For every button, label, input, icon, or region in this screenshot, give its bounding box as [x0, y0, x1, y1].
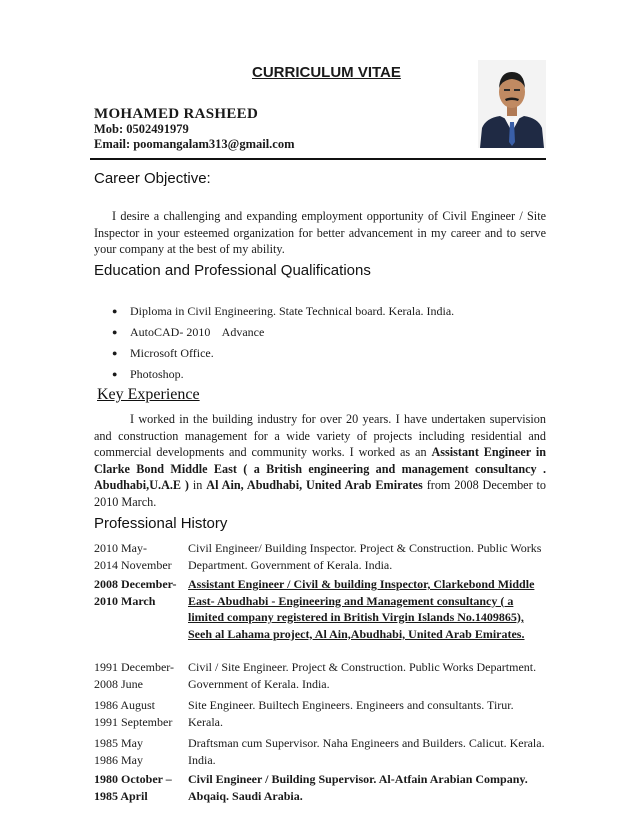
history-description: Site Engineer. Builtech Engineers. Engineers and consultants. Tirur. Kerala. [188, 698, 514, 729]
history-date: 1980 October – 1985 April [94, 772, 172, 803]
education-item: ● Photoshop. [112, 366, 454, 387]
history-row [94, 697, 546, 730]
career-objective-text: I desire a challenging and expanding employment opportunity of Civil Engineer / Site Inspector in your esteemed organization for better advancement in my career and to serve your company at the best of my ability. [94, 209, 546, 256]
history-date: 1991 December- 2008 June [94, 660, 175, 691]
bullet-icon: ● [112, 306, 118, 316]
header-divider [90, 158, 546, 160]
education-item: ● AutoCAD- 2010 Advance [112, 324, 454, 345]
history-row [94, 576, 546, 642]
key-experience-text: I worked in the building industry for over 20 years. I have undertaken supervision and construction management for a wide variety of projects including residential and commercial developments and community works. I worked as an Assistant Engineer in Clarke Bond Middle East ( a British engineering and management consultancy . Abudhabi,U.A.E ) in Al Ain, Abudhabi, United Arab Emirates from 2008 December to 2010 March. [94, 412, 546, 509]
education-item: ● Diploma in Civil Engineering. State Technical board. Kerala. India. [112, 303, 454, 324]
email-address: Email: poomangalam313@gmail.com [94, 137, 295, 151]
history-row [94, 735, 546, 768]
history-date: 2010 May- 2014 November [94, 541, 172, 572]
document-title: CURRICULUM VITAE [252, 64, 401, 81]
history-description: Civil Engineer/ Building Inspector. Project & Construction. Public Works Department. Government of Kerala. India. [188, 541, 542, 572]
history-date: 1986 August 1991 September [94, 698, 173, 729]
history-date: 1985 May 1986 May [94, 736, 143, 767]
mobile-number: Mob: 0502491979 [94, 122, 189, 136]
candidate-name: MOHAMED RASHEED [94, 106, 259, 122]
history-row [94, 540, 546, 573]
history-description: Civil / Site Engineer. Project & Construction. Public Works Department. Government of Kerala. India. [188, 660, 537, 691]
history-date: 2008 December- 2010 March [94, 577, 177, 608]
history-description: Assistant Engineer / Civil & building Inspector, Clarkebond Middle East- Abudhabi - Engineering and Management consultancy ( a limited company registered in British Virgin Islands No.1409865), Seeh al Lahama project, Al Ain,Abudhabi, United Arab Emirates. [188, 577, 535, 641]
profile-photo [478, 60, 546, 148]
career-objective-heading: Career Objective: [94, 170, 211, 187]
education-heading: Education and Professional Qualifications [94, 262, 371, 279]
professional-history-heading: Professional History [94, 515, 228, 532]
bullet-icon: ● [112, 348, 118, 358]
history-row [94, 771, 546, 804]
education-item: ● Microsoft Office. [112, 345, 454, 366]
history-row [94, 659, 546, 692]
education-list [112, 303, 454, 387]
bullet-icon: ● [112, 327, 118, 337]
history-description: Draftsman cum Supervisor. Naha Engineers and Builders. Calicut. Kerala. India. [188, 736, 545, 767]
bullet-icon: ● [112, 369, 118, 379]
key-experience-heading: Key Experience [97, 386, 200, 403]
portrait-image [478, 60, 546, 148]
history-description: Civil Engineer / Building Supervisor. Al-Atfain Arabian Company. Abqaiq. Saudi Arabia. [188, 772, 528, 803]
